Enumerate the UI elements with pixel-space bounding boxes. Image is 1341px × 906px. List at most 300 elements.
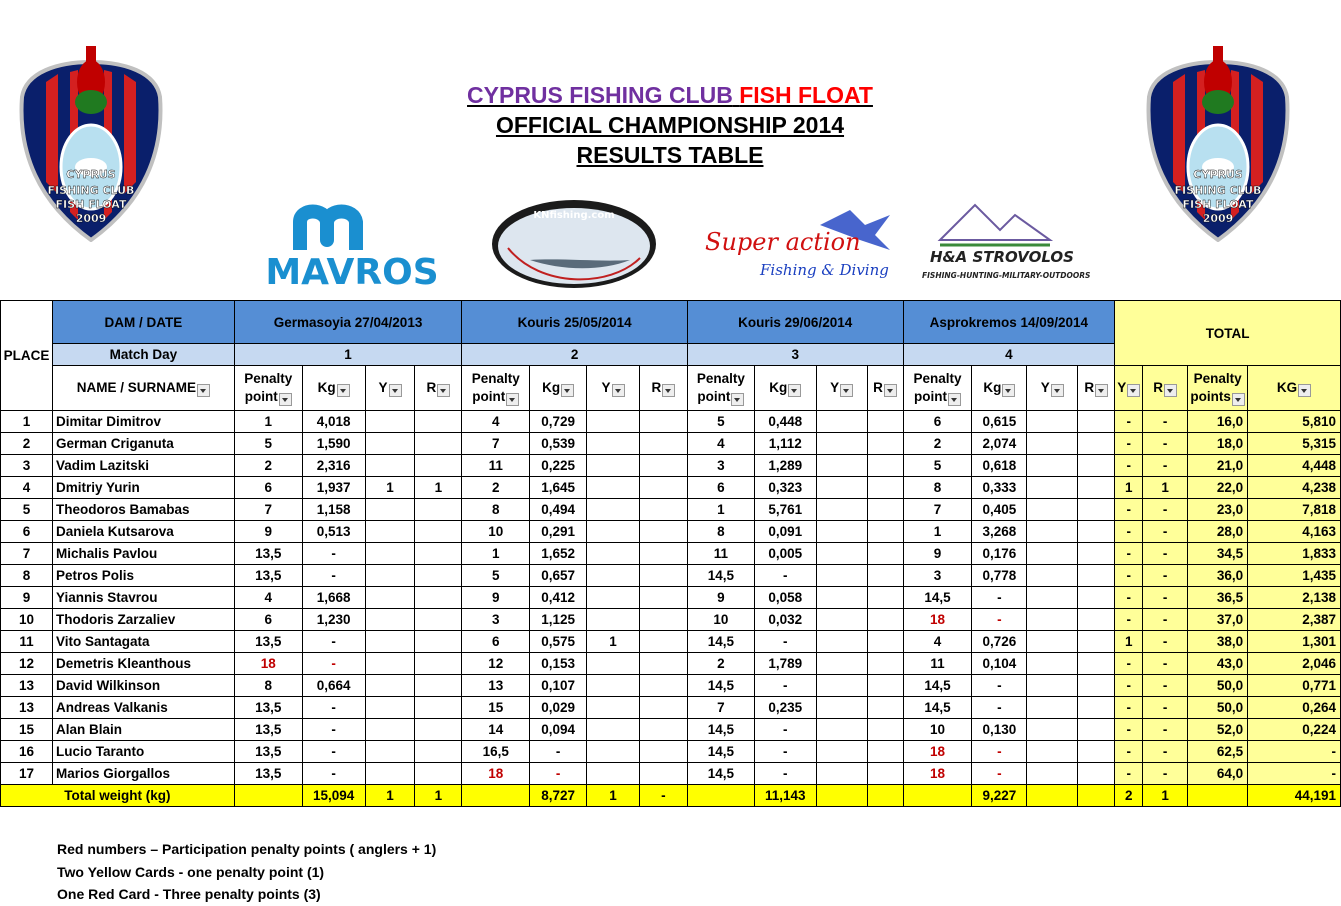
red-card-cell (639, 631, 687, 653)
total-kg-cell: 5,315 (1248, 433, 1341, 455)
yellow-cell (816, 631, 867, 653)
table-row (1, 455, 1341, 477)
filter-dropdown-icon[interactable] (884, 384, 897, 397)
kg-cell: - (302, 763, 365, 785)
place-header: PLACE (1, 301, 53, 411)
kg-cell: 0,235 (754, 697, 816, 719)
kg-cell: 0,657 (530, 565, 587, 587)
kg-cell: 0,176 (972, 543, 1027, 565)
red-card-cell (867, 455, 903, 477)
kg-cell: 0,618 (972, 455, 1027, 477)
svg-text:KNfishing.com: KNfishing.com (533, 210, 615, 221)
legend-notes (57, 838, 436, 906)
total-penalty-cell: 16,0 (1188, 411, 1248, 433)
red-card-cell (639, 587, 687, 609)
red-card-cell (1078, 499, 1115, 521)
table-row (1, 719, 1341, 741)
penalty-cell: 14,5 (687, 719, 754, 741)
grand-yellow-cell: 2 (1115, 785, 1143, 807)
penalty-cell: 13,5 (234, 719, 302, 741)
kg-cell: 0,405 (972, 499, 1027, 521)
place-cell: 16 (1, 741, 53, 763)
yellow-cell (1027, 565, 1078, 587)
emblem-text-3: FISH FLOAT (1182, 198, 1254, 211)
kg-cell: 0,032 (754, 609, 816, 631)
filter-dropdown-icon[interactable] (788, 384, 801, 397)
total-red-cell: - (1143, 433, 1188, 455)
penalty-cell: 1 (687, 499, 754, 521)
red-card-cell (1078, 455, 1115, 477)
table-row (1, 609, 1341, 631)
filter-dropdown-icon[interactable] (1298, 384, 1311, 397)
kg-cell: - (754, 631, 816, 653)
penalty-cell: 13 (462, 675, 530, 697)
sponsor-superaction-logo (700, 205, 900, 285)
name-cell: German Criganuta (52, 433, 234, 455)
table-row (1, 587, 1341, 609)
total-red-cell (867, 785, 903, 807)
table-row (1, 631, 1341, 653)
penalty-cell: 6 (234, 609, 302, 631)
red-card-cell (415, 741, 462, 763)
total-red-cell: - (1143, 741, 1188, 763)
kg-cell: 1,230 (302, 609, 365, 631)
kg-cell: 1,590 (302, 433, 365, 455)
dam-date-header: DAM / DATE (52, 301, 234, 344)
total-penalty-cell: 50,0 (1188, 675, 1248, 697)
red-card-cell (867, 741, 903, 763)
red-card-cell (639, 499, 687, 521)
penalty-cell: 6 (903, 411, 972, 433)
yellow-cell (587, 719, 640, 741)
total-red-cell: 1 (415, 785, 462, 807)
total-red-cell: - (639, 785, 687, 807)
filter-dropdown-icon[interactable] (1232, 393, 1245, 406)
filter-dropdown-icon[interactable] (506, 393, 519, 406)
red-header: R (415, 366, 462, 411)
red-card-cell (867, 587, 903, 609)
note-red-numbers: Red numbers – Participation penalty points ( anglers + 1) (57, 841, 437, 857)
penalty-cell: 9 (234, 521, 302, 543)
name-cell: Petros Polis (52, 565, 234, 587)
total-yellow-cell: - (1115, 521, 1143, 543)
total-red-cell: - (1143, 499, 1188, 521)
emblem-text-2: FISHING CLUB (1174, 184, 1262, 197)
total-kg-cell: 0,771 (1248, 675, 1341, 697)
red-header: R (867, 366, 903, 411)
red-card-cell (415, 653, 462, 675)
penalty-cell: 11 (462, 455, 530, 477)
name-cell: David Wilkinson (52, 675, 234, 697)
filter-dropdown-icon[interactable] (279, 393, 292, 406)
yellow-cell (365, 411, 415, 433)
filter-dropdown-icon[interactable] (561, 384, 574, 397)
penalty-header: Penalty point (234, 366, 302, 411)
kg-cell: - (754, 565, 816, 587)
kg-cell: 0,104 (972, 653, 1027, 675)
page-subtitle: OFFICIAL CHAMPIONSHIP 2014 (495, 112, 845, 138)
penalty-cell: 6 (687, 477, 754, 499)
filter-dropdown-icon[interactable] (1164, 384, 1177, 397)
yellow-cell (365, 609, 415, 631)
red-card-cell (867, 499, 903, 521)
sponsor-ha-strovolos-logo (920, 200, 1100, 285)
yellow-cell (587, 433, 640, 455)
red-card-cell (1078, 675, 1115, 697)
total-yellow-cell (1027, 785, 1078, 807)
svg-text:H&A STROVOLOS: H&A STROVOLOS (930, 248, 1074, 266)
total-penalty-cell: 62,5 (1188, 741, 1248, 763)
yellow-cell (816, 411, 867, 433)
total-yellow-cell: - (1115, 587, 1143, 609)
kg-cell: 0,494 (530, 499, 587, 521)
yellow-cell (365, 675, 415, 697)
red-card-cell (867, 675, 903, 697)
kg-header: Kg (530, 366, 587, 411)
penalty-cell: 12 (462, 653, 530, 675)
yellow-cell (1027, 719, 1078, 741)
place-cell: 1 (1, 411, 53, 433)
kg-cell: 0,513 (302, 521, 365, 543)
yellow-cell (365, 741, 415, 763)
penalty-cell: 13,5 (234, 565, 302, 587)
place-cell: 13 (1, 697, 53, 719)
total-kg-cell: 2,046 (1248, 653, 1341, 675)
kg-cell: - (302, 719, 365, 741)
title-fish-float: FISH FLOAT (739, 82, 873, 108)
kg-cell: - (530, 763, 587, 785)
filter-dropdown-icon[interactable] (1127, 384, 1140, 397)
total-red-cell: - (1143, 587, 1188, 609)
red-card-cell (639, 565, 687, 587)
total-red-cell: - (1143, 521, 1188, 543)
total-penalty-cell (462, 785, 530, 807)
red-card-cell (1078, 411, 1115, 433)
red-card-cell (415, 521, 462, 543)
name-cell: Dimitar Dimitrov (52, 411, 234, 433)
penalty-cell: 14,5 (903, 587, 972, 609)
total-penalty-header: Penalty points (1188, 366, 1248, 411)
red-card-cell (1078, 719, 1115, 741)
total-red-cell: - (1143, 609, 1188, 631)
yellow-cell (587, 697, 640, 719)
total-yellow-cell: - (1115, 499, 1143, 521)
total-kg-cell: 1,301 (1248, 631, 1341, 653)
kg-cell: 2,316 (302, 455, 365, 477)
red-card-cell (639, 653, 687, 675)
filter-dropdown-icon[interactable] (612, 384, 625, 397)
kg-cell: 0,615 (972, 411, 1027, 433)
emblem-text-2: FISHING CLUB (47, 184, 135, 197)
red-card-cell (415, 455, 462, 477)
kg-cell: 1,668 (302, 587, 365, 609)
total-kg-cell: 0,224 (1248, 719, 1341, 741)
yellow-cell (365, 543, 415, 565)
red-card-cell (867, 631, 903, 653)
penalty-cell: 2 (903, 433, 972, 455)
name-cell: Lucio Taranto (52, 741, 234, 763)
table-row (1, 411, 1341, 433)
kg-cell: 0,005 (754, 543, 816, 565)
yellow-cell (1027, 587, 1078, 609)
total-red-cell: 1 (1143, 477, 1188, 499)
yellow-cell (587, 763, 640, 785)
kg-cell: 0,726 (972, 631, 1027, 653)
red-card-cell (415, 763, 462, 785)
total-red-cell: - (1143, 631, 1188, 653)
red-card-cell (1078, 433, 1115, 455)
total-red-cell: - (1143, 697, 1188, 719)
table-row (1, 653, 1341, 675)
red-card-cell (639, 477, 687, 499)
kg-cell: 1,789 (754, 653, 816, 675)
match-3-dam: Kouris 29/06/2014 (687, 301, 903, 344)
kg-cell: 4,018 (302, 411, 365, 433)
filter-dropdown-icon[interactable] (389, 384, 402, 397)
table-row (1, 697, 1341, 719)
total-red-cell: - (1143, 653, 1188, 675)
kg-cell: 1,112 (754, 433, 816, 455)
kg-cell: 0,575 (530, 631, 587, 653)
page-title (370, 80, 970, 110)
total-penalty-cell: 34,5 (1188, 543, 1248, 565)
table-row (1, 521, 1341, 543)
yellow-cell (587, 411, 640, 433)
filter-dropdown-icon[interactable] (731, 393, 744, 406)
kg-cell: 1,158 (302, 499, 365, 521)
yellow-cell (816, 477, 867, 499)
table-row (1, 675, 1341, 697)
penalty-cell: 3 (903, 565, 972, 587)
red-card-cell (415, 499, 462, 521)
penalty-cell: 15 (462, 697, 530, 719)
penalty-cell: 9 (903, 543, 972, 565)
total-yellow-cell: - (1115, 675, 1143, 697)
kg-cell: 0,412 (530, 587, 587, 609)
filter-dropdown-icon[interactable] (1002, 384, 1015, 397)
red-card-cell (867, 719, 903, 741)
grand-penalty-cell (1188, 785, 1248, 807)
penalty-header: Penalty point (687, 366, 754, 411)
yellow-cell (1027, 609, 1078, 631)
red-card-cell (639, 675, 687, 697)
filter-dropdown-icon[interactable] (948, 393, 961, 406)
penalty-cell: 18 (234, 653, 302, 675)
penalty-cell: 2 (234, 455, 302, 477)
name-cell: Demetris Kleanthous (52, 653, 234, 675)
place-cell: 4 (1, 477, 53, 499)
total-kg-cell: 4,163 (1248, 521, 1341, 543)
match-4-dam: Asprokremos 14/09/2014 (903, 301, 1115, 344)
filter-dropdown-icon[interactable] (662, 384, 675, 397)
name-cell: Alan Blain (52, 719, 234, 741)
total-yellow-cell: - (1115, 433, 1143, 455)
penalty-cell: 7 (687, 697, 754, 719)
total-kg-cell: 5,810 (1248, 411, 1341, 433)
penalty-cell: 8 (687, 521, 754, 543)
red-card-cell (867, 653, 903, 675)
kg-cell: 0,729 (530, 411, 587, 433)
kg-cell: 0,029 (530, 697, 587, 719)
total-kg-cell: 11,143 (754, 785, 816, 807)
name-cell: Vito Santagata (52, 631, 234, 653)
kg-header: Kg (754, 366, 816, 411)
red-card-cell (415, 609, 462, 631)
penalty-cell: 1 (234, 411, 302, 433)
total-red-cell: - (1143, 719, 1188, 741)
total-kg-cell: 15,094 (302, 785, 365, 807)
yellow-cell (1027, 521, 1078, 543)
red-card-cell (1078, 697, 1115, 719)
kg-cell: - (972, 741, 1027, 763)
page-title-block (370, 80, 970, 170)
yellow-cell (816, 521, 867, 543)
total-penalty-cell: 52,0 (1188, 719, 1248, 741)
penalty-cell: 7 (903, 499, 972, 521)
name-cell: Vadim Lazitski (52, 455, 234, 477)
red-card-cell (1078, 565, 1115, 587)
yellow-cell (587, 741, 640, 763)
yellow-cell (1027, 675, 1078, 697)
penalty-cell: 13,5 (234, 741, 302, 763)
penalty-cell: 6 (234, 477, 302, 499)
red-card-cell (867, 477, 903, 499)
red-card-cell (639, 455, 687, 477)
penalty-cell: 18 (903, 763, 972, 785)
red-card-cell: 1 (415, 477, 462, 499)
kg-cell: - (302, 653, 365, 675)
yellow-header: Y (587, 366, 640, 411)
yellow-cell (587, 675, 640, 697)
emblem-text-4: 2009 (75, 212, 107, 225)
penalty-cell: 1 (462, 543, 530, 565)
total-yellow-cell: - (1115, 763, 1143, 785)
penalty-cell: 8 (234, 675, 302, 697)
filter-dropdown-icon[interactable] (840, 384, 853, 397)
table-row (1, 543, 1341, 565)
total-yellow-cell: - (1115, 653, 1143, 675)
total-kg-cell: 1,435 (1248, 565, 1341, 587)
red-card-cell (639, 763, 687, 785)
yellow-cell (1027, 763, 1078, 785)
yellow-cell (365, 631, 415, 653)
yellow-cell (816, 719, 867, 741)
yellow-cell (587, 477, 640, 499)
match-day-header: Match Day (52, 344, 234, 366)
match-4-day: 4 (903, 344, 1115, 366)
penalty-cell: 4 (687, 433, 754, 455)
yellow-cell (587, 455, 640, 477)
penalty-cell: 8 (903, 477, 972, 499)
yellow-cell (587, 565, 640, 587)
red-card-cell (867, 763, 903, 785)
total-penalty-cell: 37,0 (1188, 609, 1248, 631)
penalty-cell: 5 (462, 565, 530, 587)
kg-cell: - (972, 587, 1027, 609)
red-card-cell (1078, 477, 1115, 499)
total-header: TOTAL (1115, 301, 1341, 366)
place-cell: 9 (1, 587, 53, 609)
yellow-cell (1027, 499, 1078, 521)
penalty-cell: 7 (462, 433, 530, 455)
red-card-cell (415, 675, 462, 697)
kg-cell: - (530, 741, 587, 763)
red-card-cell (639, 741, 687, 763)
yellow-cell (365, 565, 415, 587)
note-red-card: One Red Card - Three penalty points (3) (57, 886, 321, 902)
emblem-text-1: CYPRUS (1193, 168, 1243, 181)
penalty-header: Penalty point (462, 366, 530, 411)
red-card-cell (415, 433, 462, 455)
yellow-cell (816, 675, 867, 697)
place-cell: 12 (1, 653, 53, 675)
sponsor-mavros-logo (255, 200, 450, 290)
kg-cell: 1,645 (530, 477, 587, 499)
red-card-cell (867, 609, 903, 631)
kg-cell: - (302, 631, 365, 653)
filter-dropdown-icon[interactable] (337, 384, 350, 397)
filter-dropdown-icon[interactable] (1095, 384, 1108, 397)
kg-cell: - (302, 543, 365, 565)
penalty-cell: 1 (903, 521, 972, 543)
penalty-cell: 6 (462, 631, 530, 653)
kg-cell: - (972, 763, 1027, 785)
emblem-text-4: 2009 (1202, 212, 1234, 225)
penalty-cell: 11 (687, 543, 754, 565)
total-penalty-cell: 28,0 (1188, 521, 1248, 543)
red-card-cell (1078, 587, 1115, 609)
penalty-cell: 14,5 (903, 675, 972, 697)
yellow-cell (365, 433, 415, 455)
kg-cell: 1,937 (302, 477, 365, 499)
penalty-cell: 14 (462, 719, 530, 741)
total-red-header: R (1143, 366, 1188, 411)
red-card-cell (867, 543, 903, 565)
filter-dropdown-icon[interactable] (1051, 384, 1064, 397)
yellow-cell (816, 433, 867, 455)
yellow-cell (587, 499, 640, 521)
filter-dropdown-icon[interactable] (197, 384, 210, 397)
total-red-cell (1078, 785, 1115, 807)
total-penalty-cell (687, 785, 754, 807)
yellow-cell (816, 609, 867, 631)
match-2-dam: Kouris 25/05/2014 (462, 301, 688, 344)
yellow-cell (587, 653, 640, 675)
place-cell: 17 (1, 763, 53, 785)
match-1-dam: Germasoyia 27/04/2013 (234, 301, 462, 344)
yellow-cell (816, 543, 867, 565)
yellow-header: Y (365, 366, 415, 411)
yellow-cell (816, 587, 867, 609)
red-card-cell (867, 521, 903, 543)
total-kg-cell: - (1248, 763, 1341, 785)
penalty-cell: 14,5 (687, 763, 754, 785)
penalty-cell: 9 (462, 587, 530, 609)
emblem-text-3: FISH FLOAT (55, 198, 127, 211)
filter-dropdown-icon[interactable] (437, 384, 450, 397)
total-yellow-cell: - (1115, 697, 1143, 719)
penalty-cell: 2 (462, 477, 530, 499)
kg-cell: - (302, 565, 365, 587)
total-yellow-cell: - (1115, 543, 1143, 565)
yellow-cell (365, 697, 415, 719)
red-card-cell (639, 719, 687, 741)
results-table (0, 300, 1341, 807)
place-cell: 15 (1, 719, 53, 741)
red-card-cell (1078, 609, 1115, 631)
total-red-cell: - (1143, 455, 1188, 477)
name-cell: Daniela Kutsarova (52, 521, 234, 543)
